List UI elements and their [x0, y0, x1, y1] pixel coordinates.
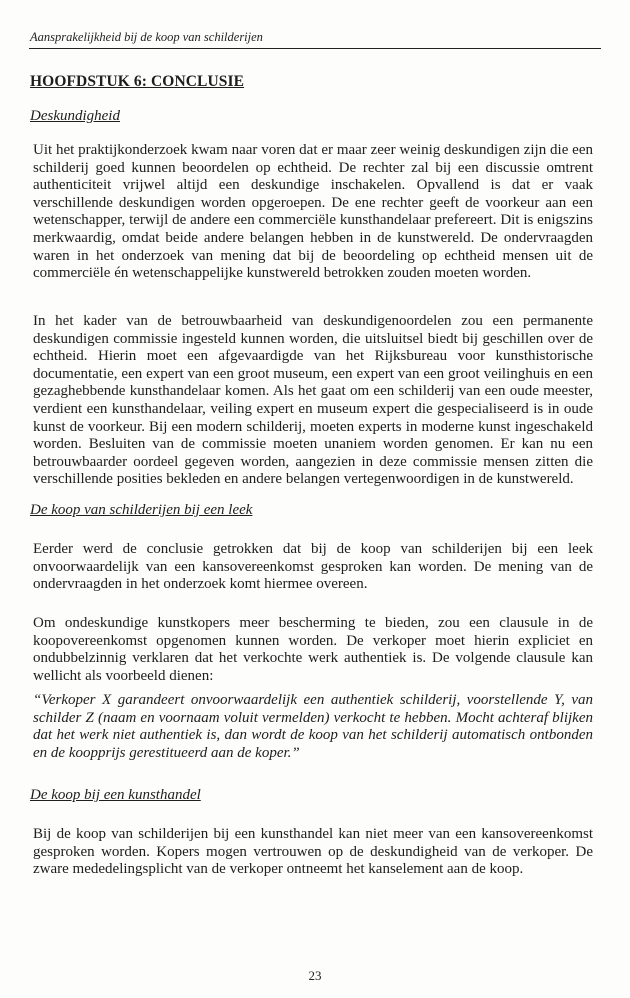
chapter-title: HOOFDSTUK 6: CONCLUSIE — [30, 73, 245, 90]
paragraph: In het kader van de betrouwbaarheid van deskundigenoordelen zou een permanente deskundigen commissie ingesteld kunnen worden, die uitsluitsel biedt bij geschillen over de echtheid. Hierin moet een afgevaardigde van het Rijksbureau voor kunsthistorische documentatie, een expert van een groot museum, een expert van een groot veilinghuis en een gezaghebbende kunsthandelaar komen. Als het gaat om een schilderij van een oude meester, verdient een kunsthandelaar, veiling expert en museum expert die gespecialiseerd is in oude kunst de voorkeur. Bij een modern schilderij, moeten experts in moderne kunst ingeschakeld worden. Besluiten van de commissie moeten unaniem worden genomen. Er kan nu een betrouwbaarder oordeel gegeven worden, aangezien in deze commissie mensen zitten die verschillende posities bekleden en andere belangen vertegenwoordigen in de kunstwereld. — [33, 313, 593, 488]
paragraph: Uit het praktijkonderzoek kwam naar voren dat er maar zeer weinig deskundigen zijn die een schilderij goed kunnen beoordelen op echtheid. De rechter zal bij een discussie omtrent authenticiteit vrijwel altijd een deskundige inschakelen. Opvallend is dat er vaak verschillende deskundigen worden opgeroepen. De ene rechter geeft de voorkeur aan een wetenschapper, terwijl de andere een commerciële kunsthandelaar prefereert. Dit is enigszins merkwaardig, omdat beide andere belangen hebben in de kunstwereld. De ondervraagden waren in het onderzoek van mening dat bij de beoordeling op echtheid mensen uit de commerciële én wetenschappelijke kunstwereld betrokken zouden moeten worden. — [33, 142, 593, 282]
paragraph: Om ondeskundige kunstkopers meer bescherming te bieden, zou een clausule in de koopovereenkomst opgenomen kunnen worden. De verkoper moet hierin expliciet en ondubbelzinnig verklaren dat het verkochte werk authentiek is. De volgende clausule kan wellicht als voorbeeld dienen: — [33, 615, 593, 684]
paragraph: Eerder werd de conclusie getrokken dat bij de koop van schilderijen bij een leek onvoorwaardelijk van een kansovereenkomst gesproken kan worden. De mening van de ondervraagden in het onderzoek komt hiermee overeen. — [33, 541, 593, 593]
paragraph: Bij de koop van schilderijen bij een kunsthandel kan niet meer van een kansovereenkomst gesproken worden. Kopers mogen vertrouwen op de deskundigheid van de verkoper. De zware mededelingsplicht van de verkoper ontneemt het kanselement aan de koop. — [33, 826, 593, 878]
contract-clause-quote: “Verkoper X garandeert onvoorwaardelijk een authentiek schilderij, voorstellende Y, van schilder Z (naam en voornaam voluit vermelden) verkocht te hebben. Mocht achteraf blijken dat het werk niet authentiek is, dan wordt de koop van het schilderij automatisch ontbonden en de koopprijs gerestitueerd aan de koper.” — [33, 692, 593, 761]
page-number: 23 — [308, 968, 322, 983]
header-rule — [29, 48, 601, 49]
section-title-deskundigheid: Deskundigheid — [30, 108, 120, 124]
running-header: Aansprakelijkheid bij de koop van schilderijen — [30, 30, 263, 44]
section-title-koop-kunsthandel: De koop bij een kunsthandel — [30, 787, 201, 803]
section-title-koop-leek: De koop van schilderijen bij een leek — [30, 502, 253, 518]
